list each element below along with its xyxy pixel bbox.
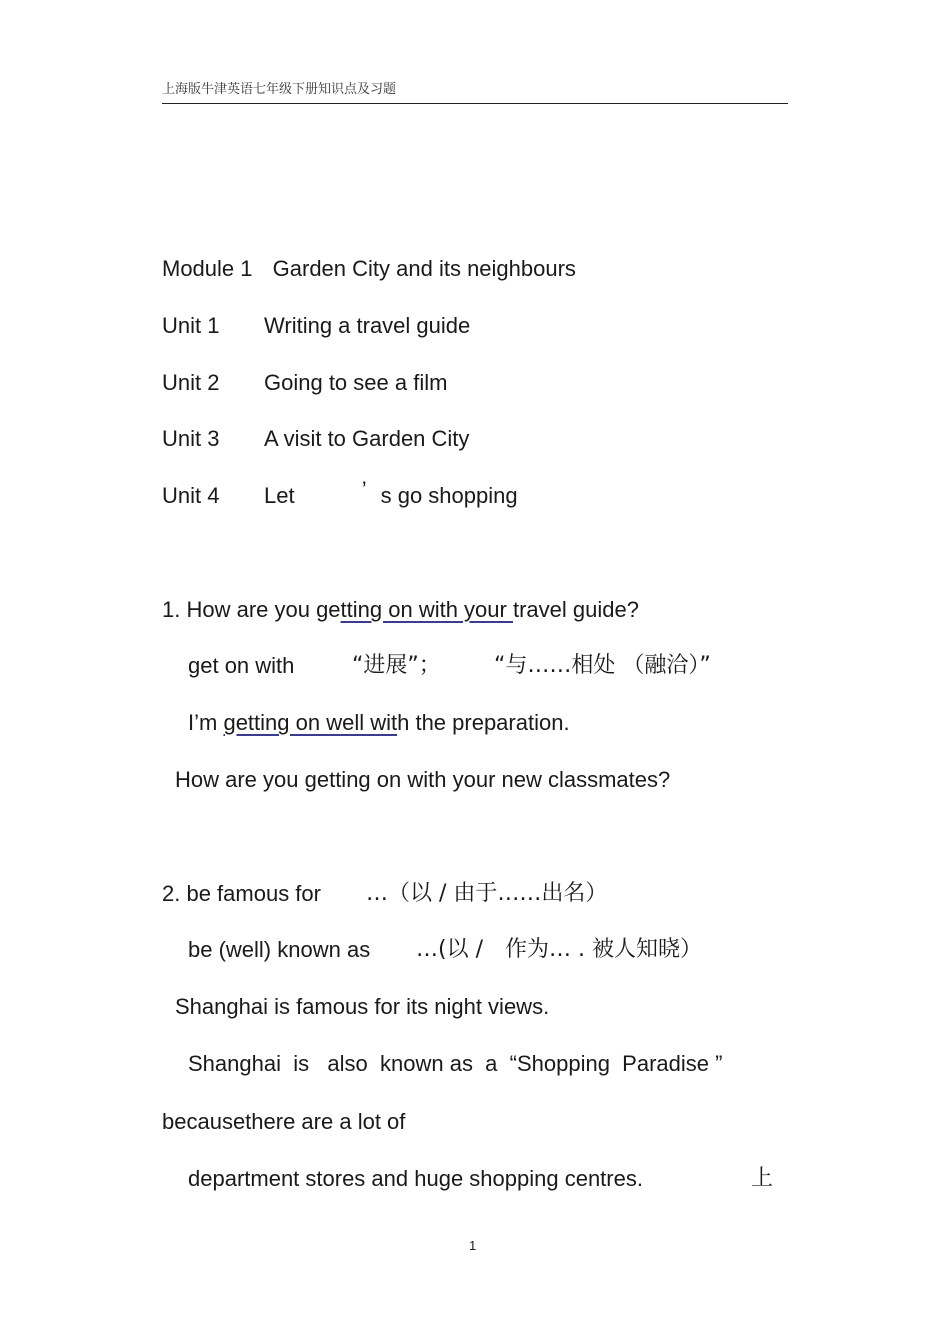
module-label: Module 1 <box>162 256 253 281</box>
text-run: department stores and huge shopping centres. <box>188 1166 643 1191</box>
unit-row <box>162 312 471 340</box>
phrase-definition <box>162 880 608 908</box>
unit-title-part: s go shopping <box>380 483 518 508</box>
unit-title <box>264 477 518 510</box>
meaning: …(以 / 作为… . 被人知晓） <box>416 937 702 962</box>
meaning: “与……相处 （融洽）” <box>494 653 711 678</box>
apostrophe: ’ <box>361 477 367 502</box>
phrase: be (well) known as <box>188 937 371 962</box>
meaning: “进展”； <box>352 653 441 678</box>
text-run: I’m <box>188 710 224 735</box>
text-run: 上 <box>751 1166 774 1191</box>
phrase: 2. be famous for <box>162 881 321 906</box>
example-sentence: Shanghai is famous for its night views. <box>175 994 550 1019</box>
unit-row <box>162 369 448 397</box>
header-divider <box>162 103 788 104</box>
text-run: h the preparation. <box>397 710 570 735</box>
unit-label: Unit 2 <box>162 370 220 395</box>
unit-title-part: Let <box>264 483 295 508</box>
underlined-text: tting on with your <box>340 597 513 622</box>
example-sentence <box>188 709 570 737</box>
phrase: get on with <box>188 653 295 678</box>
unit-row <box>162 425 470 453</box>
unit-label: Unit 1 <box>162 313 220 338</box>
example-sentence: Shanghai is also known as a “Shopping Paradise ” <box>188 1051 723 1076</box>
example-sentence-continued <box>188 1165 774 1193</box>
phrase-definition <box>188 652 711 680</box>
phrase-definition <box>188 936 702 964</box>
unit-row <box>162 477 518 510</box>
example-sentence: How are you getting on with your new classmates? <box>175 767 671 792</box>
meaning: …（以 / 由于……出名） <box>366 881 608 906</box>
page-number: 1 <box>469 1238 477 1253</box>
unit-label: Unit 4 <box>162 483 220 508</box>
underlined-text: getting on well wit <box>223 710 398 735</box>
unit-title: Going to see a film <box>264 370 448 395</box>
module-name: Garden City and its neighbours <box>272 256 576 281</box>
module-title <box>162 255 576 283</box>
unit-title: A visit to Garden City <box>264 426 470 451</box>
question-1 <box>162 596 639 624</box>
example-sentence-continued: becausethere are a lot of <box>162 1109 406 1134</box>
text-run: travel guide? <box>512 597 639 622</box>
unit-label: Unit 3 <box>162 426 220 451</box>
text-run: 1. How are you ge <box>162 597 341 622</box>
unit-title: Writing a travel guide <box>264 313 471 338</box>
page-header: 上海版牛津英语七年级下册知识点及习题 <box>162 82 397 97</box>
